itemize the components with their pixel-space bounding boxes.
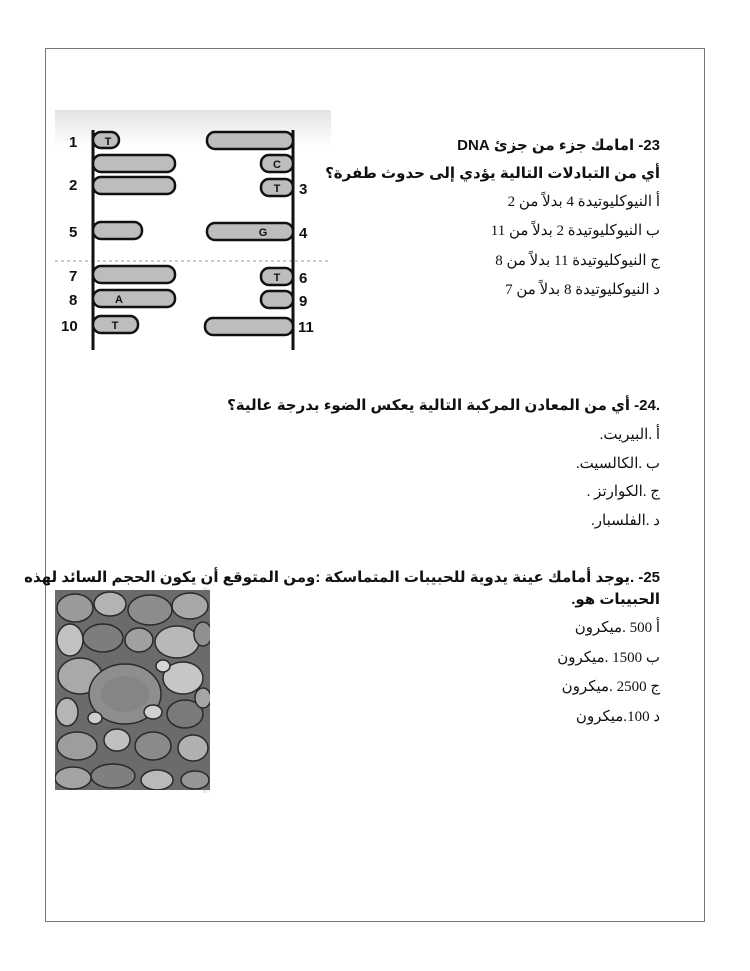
q25-option-c[interactable]: ج 2500 .ميكرون xyxy=(561,679,660,695)
rock-sample-svg xyxy=(55,590,210,790)
q25-title-line2: الحبيبات هو. xyxy=(571,591,660,608)
number-1: 1 xyxy=(69,134,78,151)
rock-sample-photo xyxy=(55,590,210,790)
dna-diagram-svg xyxy=(55,110,331,358)
nucleotide-7 xyxy=(93,266,175,283)
base-label-10: T xyxy=(111,320,119,332)
q24-option-a[interactable]: أ .البيريت. xyxy=(599,427,660,443)
base-label-6: T xyxy=(273,272,281,284)
base-label-3: T xyxy=(273,183,281,195)
q23-option-d[interactable]: د النيوكليوتيدة 8 بدلاً من 7 xyxy=(505,282,660,298)
q24-option-d[interactable]: د .الفلسبار. xyxy=(591,513,660,529)
number-5: 5 xyxy=(69,224,78,241)
number-3: 3 xyxy=(299,181,308,198)
nucleotide-4 xyxy=(207,223,293,240)
q25-option-d[interactable]: د 100.ميكرون xyxy=(575,709,660,725)
nucleotide-2a xyxy=(93,155,175,172)
q23-option-a[interactable]: أ النيوكليوتيدة 4 بدلاً من 2 xyxy=(507,194,660,210)
number-7: 7 xyxy=(69,268,78,285)
q25-option-b[interactable]: ب 1500 .ميكرون xyxy=(557,650,660,666)
number-11: 11 xyxy=(298,319,314,336)
q23-subtitle: أي من التبادلات التالية يؤدي إلى حدوث طفرة؟ xyxy=(325,165,660,182)
number-8: 8 xyxy=(69,292,78,309)
nucleotide-11 xyxy=(205,318,293,335)
number-4: 4 xyxy=(299,225,308,242)
number-6: 6 xyxy=(299,270,308,287)
base-label-4: G xyxy=(258,227,268,239)
q24-title: .24- أي من المعادن المركبة التالية يعكس الضوء بدرجة عالية؟ xyxy=(227,397,660,414)
q23-title: 23- امامك جزء من جزئ DNA xyxy=(457,137,660,154)
q23-option-c[interactable]: ج النيوكليوتيدة 11 بدلاً من 8 xyxy=(495,253,660,269)
nucleotide-5 xyxy=(93,222,142,239)
base-label-8: A xyxy=(115,294,123,306)
nucleotide-9 xyxy=(261,291,293,308)
base-label-c: C xyxy=(273,159,281,171)
number-9: 9 xyxy=(299,293,308,310)
nucleotide-top-right xyxy=(207,132,293,149)
q25-title-line1: 25- .يوجد أمامك عينة يدوية للحبيبات المتماسكة :ومن المتوقع أن يكون الحجم السائد لهذه xyxy=(24,569,660,586)
nucleotide-2b xyxy=(93,177,175,194)
dna-diagram xyxy=(55,110,331,358)
base-label-1: T xyxy=(104,136,112,148)
q25-option-a[interactable]: أ 500 .ميكرون xyxy=(574,620,660,636)
q23-option-b[interactable]: ب النيوكليوتيدة 2 بدلاً من 11 xyxy=(490,223,660,239)
number-2: 2 xyxy=(69,177,78,194)
q24-option-b[interactable]: ب .الكالسيت. xyxy=(575,456,660,472)
nucleotide-8 xyxy=(93,290,175,307)
number-10: 10 xyxy=(61,318,78,335)
q24-option-c[interactable]: ج .الكوارتز . xyxy=(586,484,660,500)
